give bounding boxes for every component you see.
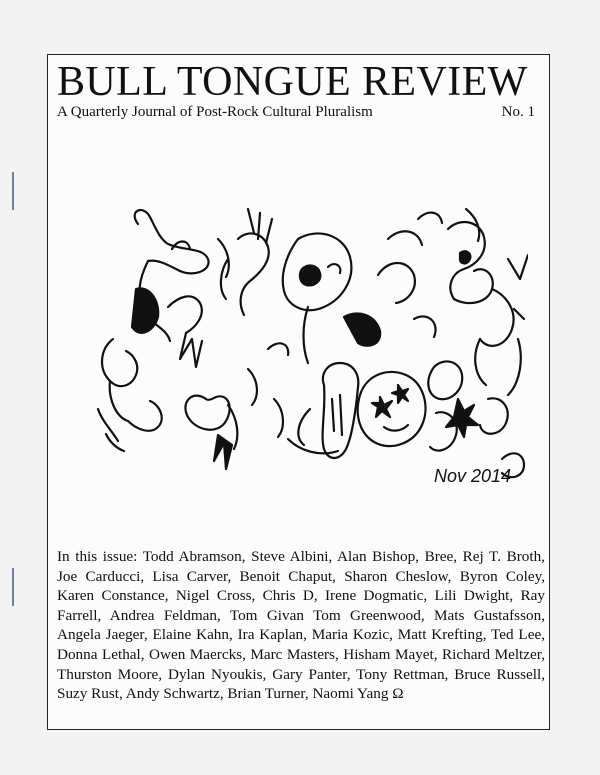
issue-number: No. 1: [501, 104, 535, 120]
journal-subtitle: A Quarterly Journal of Post-Rock Cultural Pluralism: [57, 104, 373, 120]
journal-cover: [47, 54, 550, 730]
signature-text: Nov 2014: [434, 466, 512, 486]
contents-label: In this issue:: [57, 548, 138, 565]
contributors-list: [57, 547, 545, 704]
contributors-text: Todd Abramson, Steve Albini, Alan Bishop, Bree, Rej T. Broth, Joe Carducci, Lisa Carver, Benoit Chaput, Sharon Cheslow, Byron Coley, Karen Constance, Nigel Cross, Chris D, Irene Dogmatic, Lili Dwight, Ray Farrell, Andrea Feldman, Tom Givan Tom Greenwood, Mats Gustafsson, Angela Jaeger, Elaine Kahn, Ira Kaplan, Maria Kozic, Matt Krefting, Ted Lee, Donna Lethal, Owen Maercks, Marc Masters, Hisham Mayet, Richard Meltzer, Thurston Moore, Dylan Nyoukis, Gary Panter, Tony Rettman, Bruce Russell, Suzy Rust, Andy Schwartz, Brian Turner, Naomi Yang Ω: [57, 548, 545, 703]
staple-top: [12, 172, 14, 210]
cover-illustration: [88, 199, 528, 499]
artist-signature: [432, 460, 542, 490]
journal-title: BULL TONGUE REVIEW: [57, 59, 528, 105]
staple-bottom: [12, 568, 14, 606]
